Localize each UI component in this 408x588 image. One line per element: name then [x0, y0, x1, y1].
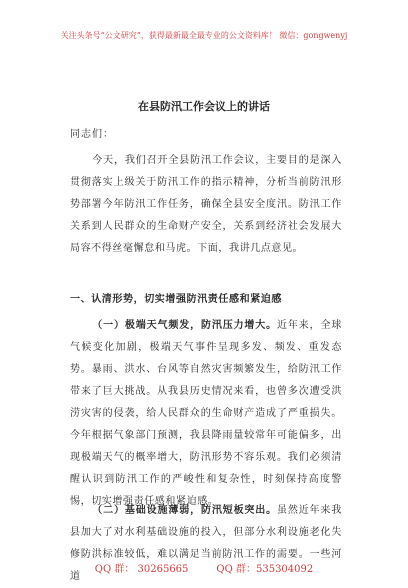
header-note: 关注头条号“公文研究”，获得最新最全最专业的公文资料库！ 微信：gongwenyj: [60, 31, 348, 40]
footer-qq-group-1: QQ 群： 30265665: [94, 564, 189, 575]
intro-text: 今天，我们召开全县防汛工作会议，主要目的是深入贯彻落实上级关于防汛工作的指示精神，分析当前防汛形势部署今年防汛工作任务，确保全县安全度汛。防汛工作关系到人民群众的生命财产安全，关系到经济社会发展大局容不得丝毫懈怠和马虎。下面，我讲几点意见。: [70, 155, 342, 254]
section-heading: 一、认清形势，切实增强防汛责任感和紧迫感: [70, 294, 282, 305]
intro-paragraph: [70, 150, 342, 282]
subsection-heading-1: （一）极端天气频发，防汛压力增大。: [92, 320, 278, 331]
document-title: 在县防汛工作会议上的讲话: [138, 100, 270, 113]
greeting: 同志们：: [70, 129, 114, 140]
subsection-paragraph-1: [70, 315, 342, 507]
footer: [0, 560, 408, 575]
subsection-text-2: 虽然近年来我县加大了对水利基础设施的投入，但部分水利设施老化失修防洪标准较低，难以满足当前防汛工作的需要。一些河道: [70, 505, 342, 582]
subsection-heading-2: （二）基础设施薄弱，防汛短板突出。: [92, 505, 278, 516]
footer-qq-group-2: QQ 群：535304092: [216, 564, 314, 575]
subsection-text-1: 近年来，全球气候变化加剧，极端天气事件呈现多发、频发、重发态势。暴雨、洪水、台风等自然灾害频繁发生，给防汛工作带来了巨大挑战。从我县历史情况来看，也曾多次遭受洪涝灾害的侵袭，给人民群众的生命财产造成了严重损失。今年根据气象部门预测，我县降雨量较常年可能偏多，出现极端天气的概率增大，防汛形势不容乐观。我们必须清醒认识到防汛工作的严峻性和复杂性，时刻保持高度警惕，切实增强责任感和紧迫感。: [70, 320, 342, 507]
